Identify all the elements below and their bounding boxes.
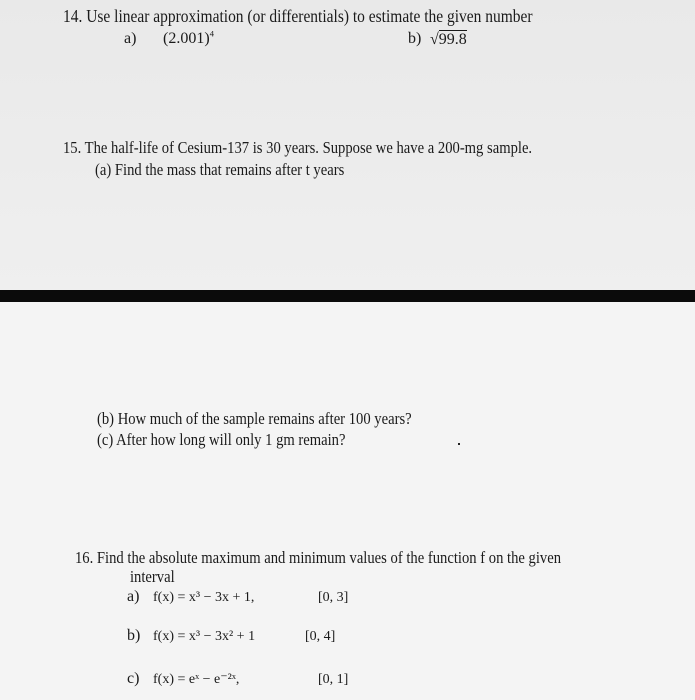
q16-b-label: b) — [127, 627, 141, 644]
q16-c-interval: [0, 1] — [318, 672, 349, 687]
q14-a-exponent: 4 — [209, 28, 215, 39]
q16-title: 16. Find the absolute maximum and minimum values of the function f on the given — [75, 548, 562, 567]
q14-a-base: (2.001) — [163, 30, 210, 47]
q15-title: 15. The half-life of Cesium-137 is 30 years. Suppose we have a 200-mg sample. — [63, 138, 533, 157]
q16-a-label: a) — [127, 588, 140, 605]
q14-b-label: b) — [408, 30, 422, 47]
q16-c-function: f(x) = eˣ − e⁻²ˣ, — [153, 672, 240, 687]
bottom-photo-panel — [0, 302, 695, 700]
q16-a-interval: [0, 3] — [318, 590, 349, 605]
q14-b-expression — [430, 30, 467, 48]
black-divider-bar — [0, 290, 695, 302]
q16-c-label: c) — [127, 670, 140, 687]
sqrt-icon: √ — [430, 31, 439, 48]
q14-a-label: a) — [124, 30, 137, 47]
q14-b-radicand: 99.8 — [438, 31, 467, 48]
q14-a-expression — [163, 28, 215, 47]
q15-part-a: (a) Find the mass that remains after t years — [95, 160, 345, 179]
stray-mark — [458, 443, 460, 445]
q14-title: 14. Use linear approximation (or differentials) to estimate the given number — [63, 6, 533, 26]
q16-title-continued: interval — [130, 567, 175, 586]
q16-b-interval: [0, 4] — [305, 629, 336, 644]
q15-part-b: (b) How much of the sample remains after 100 years? — [97, 409, 412, 428]
q15-part-c: (c) After how long will only 1 gm remain? — [97, 430, 346, 449]
q16-b-function: f(x) = x³ − 3x² + 1 — [153, 629, 256, 644]
q16-a-function: f(x) = x³ − 3x + 1, — [153, 590, 255, 605]
